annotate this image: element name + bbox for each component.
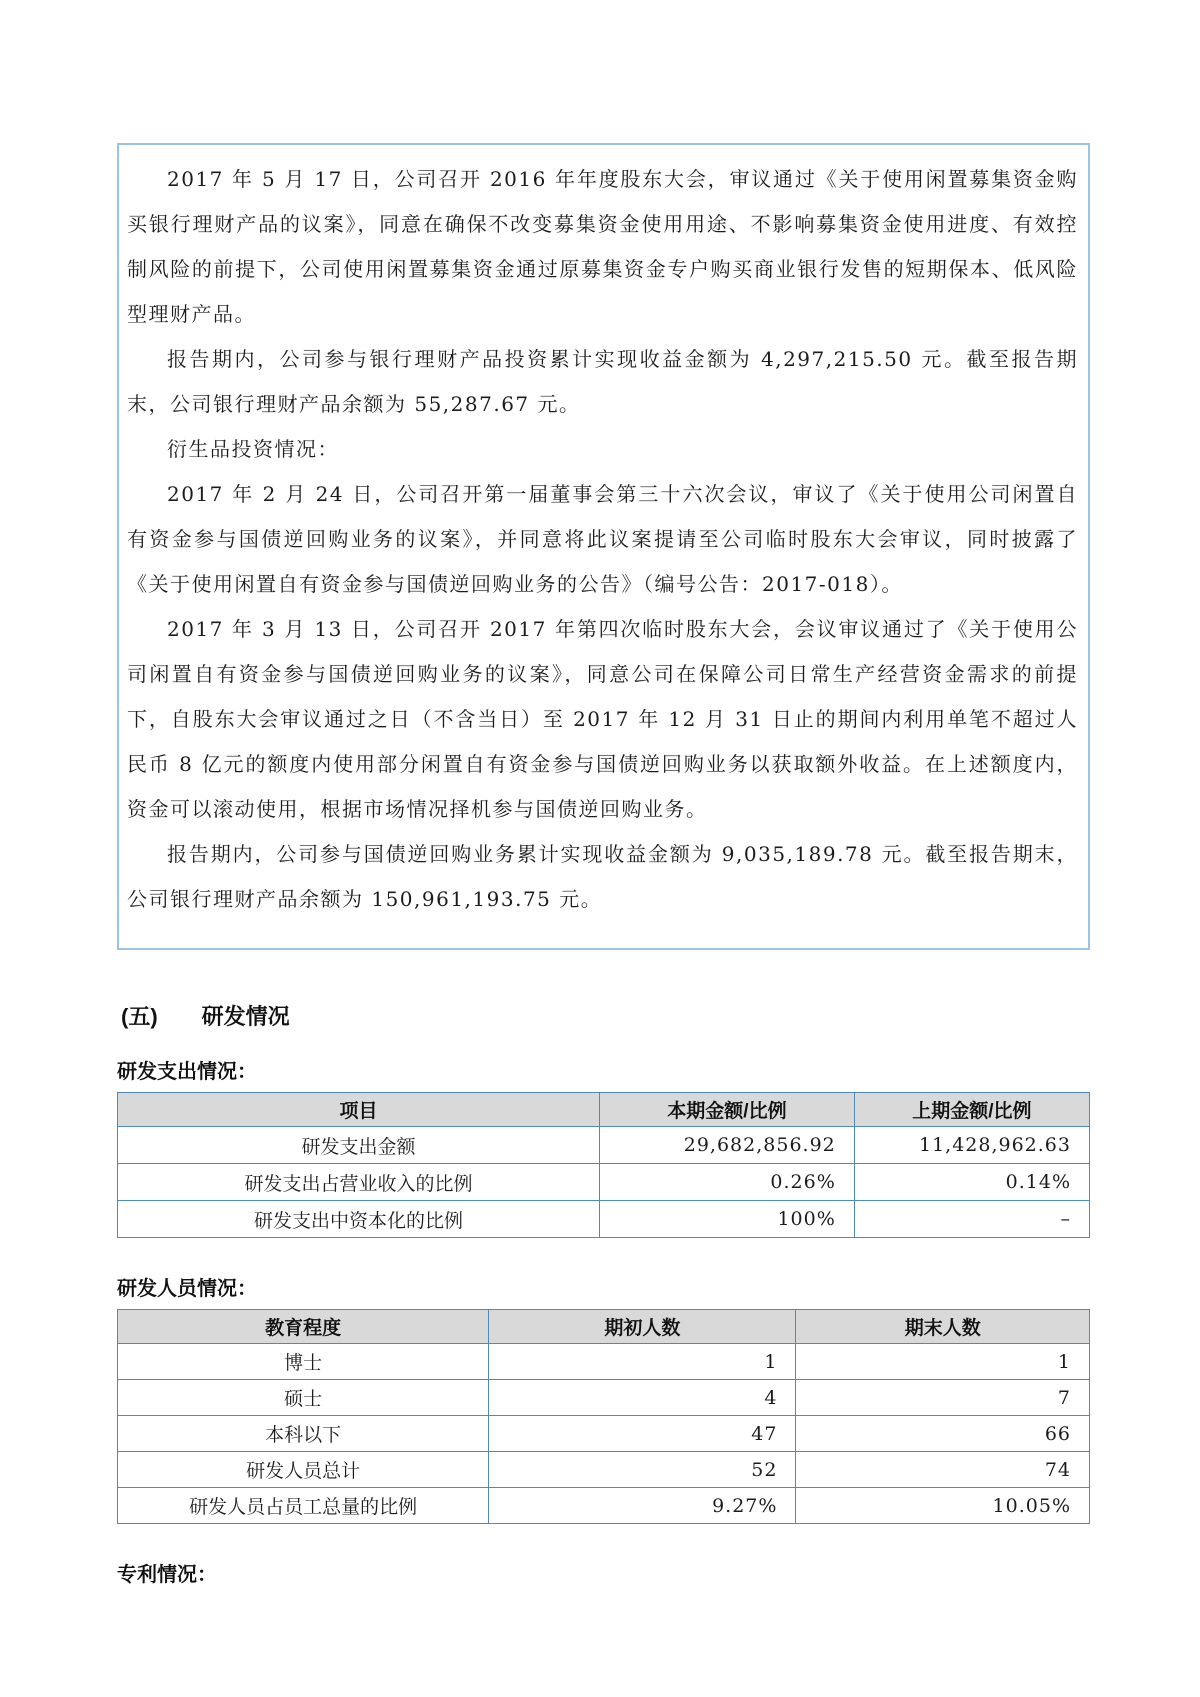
table-cell: 研发支出占营业收入的比例 bbox=[118, 1164, 600, 1201]
table-cell: 本科以下 bbox=[118, 1416, 489, 1452]
table-cell: 研发人员占员工总量的比例 bbox=[118, 1488, 489, 1524]
table-cell: 7 bbox=[796, 1380, 1090, 1416]
table-header-row bbox=[118, 1310, 1090, 1344]
table-row bbox=[118, 1164, 1090, 1201]
rd-expense-table bbox=[117, 1092, 1090, 1238]
table-cell: 研发支出金额 bbox=[118, 1127, 600, 1164]
table-cell: 博士 bbox=[118, 1344, 489, 1380]
table-row bbox=[118, 1452, 1090, 1488]
paragraph-shareholder-meeting: 2017 年 3 月 13 日，公司召开 2017 年第四次临时股东大会，会议审议通过了《关于使用公司闲置自有资金参与国债逆回购业务的议案》，同意公司在保障公司日常生产经营资金需求的前提下，自股东大会审议通过之日（不含当日）至 2017 年 12 月 31 日止的期间内利用单笔不超过人民币 8 亿元的额度内使用部分闲置自有资金参与国债逆回购业务以获取额外收益。在上述额度内，资金可以滚动使用，根据市场情况择机参与国债逆回购业务。 bbox=[127, 617, 1078, 821]
table-row bbox=[118, 1201, 1090, 1238]
table-cell: – bbox=[854, 1201, 1089, 1238]
table-cell: 9.27% bbox=[489, 1488, 796, 1524]
table-cell: 52 bbox=[489, 1452, 796, 1488]
paragraph-repo-income: 报告期内，公司参与国债逆回购业务累计实现收益金额为 9,035,189.78 元。截至报告期末，公司银行理财产品余额为 150,961,193.75 元。 bbox=[127, 842, 1078, 911]
paragraph-bank-product-income: 报告期内，公司参与银行理财产品投资累计实现收益金额为 4,297,215.50 元。截至报告期末，公司银行理财产品余额为 55,287.67 元。 bbox=[127, 347, 1078, 416]
table-cell: 4 bbox=[489, 1380, 796, 1416]
table-row bbox=[118, 1488, 1090, 1524]
column-header: 期末人数 bbox=[796, 1310, 1090, 1344]
paragraph-derivatives-label: 衍生品投资情况： bbox=[167, 437, 339, 461]
table-cell: 1 bbox=[489, 1344, 796, 1380]
section-heading-rd bbox=[121, 1000, 1090, 1031]
paragraph-board-meeting: 2017 年 2 月 24 日，公司召开第一届董事会第三十六次会议，审议了《关于使用公司闲置自有资金参与国债逆回购业务的议案》，并同意将此议案提请至公司临时股东大会审议，同时披露了《关于使用闲置自有资金参与国债逆回购业务的公告》（编号公告：2017-018）。 bbox=[127, 482, 1078, 596]
column-header: 上期金额/比例 bbox=[854, 1093, 1089, 1127]
column-header: 本期金额/比例 bbox=[600, 1093, 855, 1127]
table-cell: 0.14% bbox=[854, 1164, 1089, 1201]
table-row bbox=[118, 1127, 1090, 1164]
table-cell: 29,682,856.92 bbox=[600, 1127, 855, 1164]
table-header-row bbox=[118, 1093, 1090, 1127]
patent-label: 专利情况： bbox=[117, 1564, 217, 1586]
table-cell: 66 bbox=[796, 1416, 1090, 1452]
column-header: 期初人数 bbox=[489, 1310, 796, 1344]
table-cell: 研发人员总计 bbox=[118, 1452, 489, 1488]
rd-expense-label: 研发支出情况： bbox=[117, 1061, 257, 1083]
table-cell: 10.05% bbox=[796, 1488, 1090, 1524]
column-header: 项目 bbox=[118, 1093, 600, 1127]
table-row bbox=[118, 1416, 1090, 1452]
table-cell: 74 bbox=[796, 1452, 1090, 1488]
table-cell: 1 bbox=[796, 1344, 1090, 1380]
column-header: 教育程度 bbox=[118, 1310, 489, 1344]
table-cell: 11,428,962.63 bbox=[854, 1127, 1089, 1164]
table-row bbox=[118, 1344, 1090, 1380]
table-cell: 研发支出中资本化的比例 bbox=[118, 1201, 600, 1238]
section-number: (五) bbox=[121, 1004, 158, 1029]
rd-staff-label: 研发人员情况： bbox=[117, 1278, 257, 1300]
table-cell: 100% bbox=[600, 1201, 855, 1238]
table-cell: 硕士 bbox=[118, 1380, 489, 1416]
section-title: 研发情况 bbox=[201, 1004, 290, 1029]
rd-staff-table bbox=[117, 1309, 1090, 1524]
table-row bbox=[118, 1380, 1090, 1416]
table-cell: 0.26% bbox=[600, 1164, 855, 1201]
table-cell: 47 bbox=[489, 1416, 796, 1452]
investment-text-box bbox=[117, 143, 1090, 950]
paragraph-fund-raising-meeting: 2017 年 5 月 17 日，公司召开 2016 年年度股东大会，审议通过《关于使用闲置募集资金购买银行理财产品的议案》，同意在确保不改变募集资金使用用途、不影响募集资金使用进度、有效控制风险的前提下，公司使用闲置募集资金通过原募集资金专户购买商业银行发售的短期保本、低风险型理财产品。 bbox=[127, 167, 1078, 326]
